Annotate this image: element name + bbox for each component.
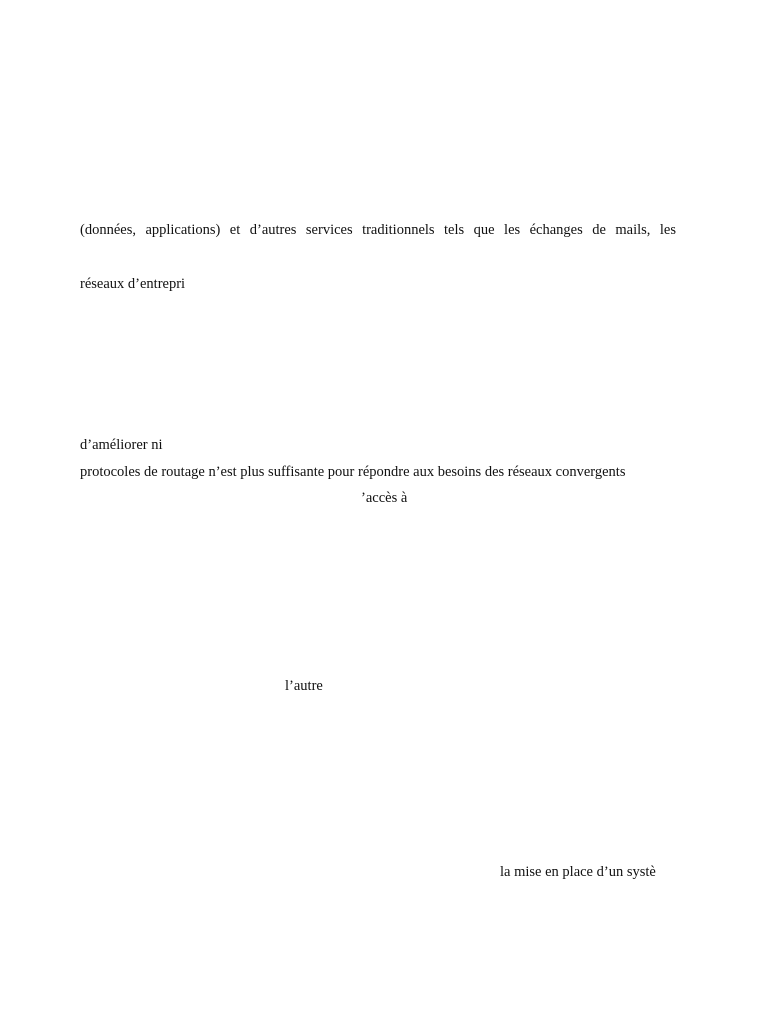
text-line: protocoles de routage n’est plus suffisante pour répondre aux besoins des réseaux convergents (80, 464, 626, 480)
text-line: ’accès à (361, 490, 408, 506)
text-line: l’autre (285, 678, 323, 694)
text-line: (données, applications) et d’autres services traditionnels tels que les échanges de mails, les (80, 222, 676, 238)
text-line: d’améliorer ni (80, 437, 163, 453)
text-line: la mise en place d’un systè (500, 864, 656, 880)
text-line: réseaux d’entrepri (80, 276, 186, 292)
